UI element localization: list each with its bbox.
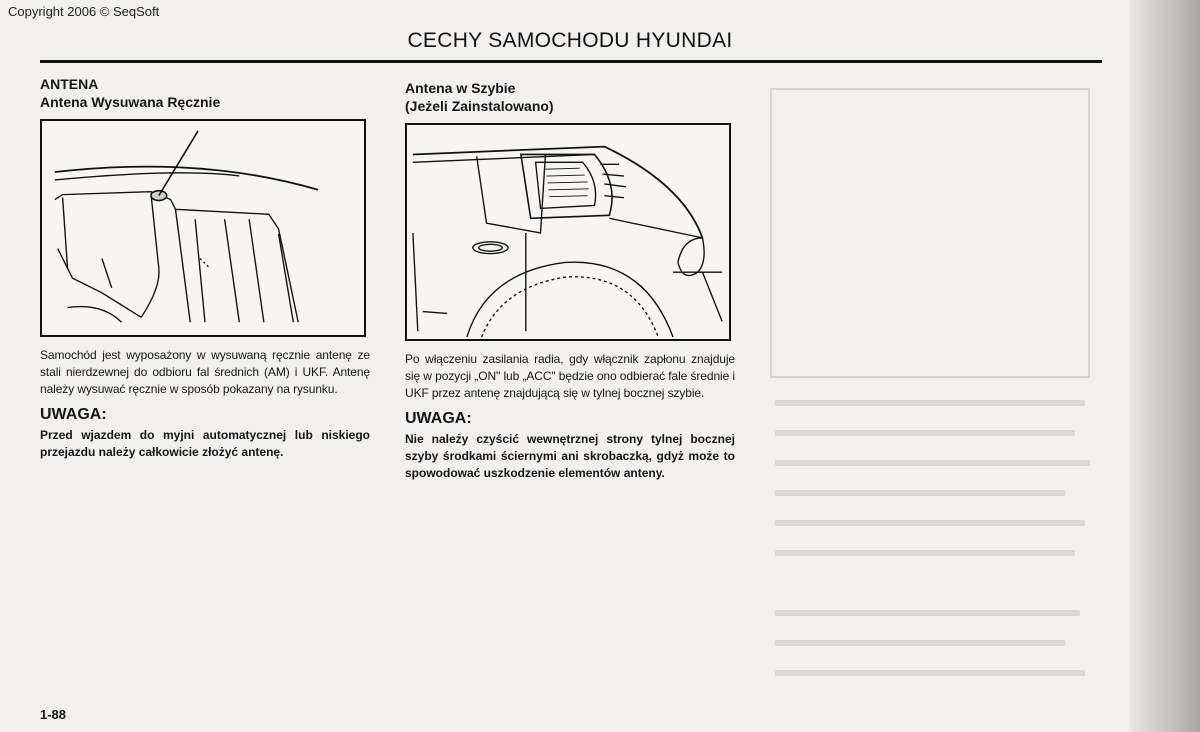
- left-column: [40, 75, 370, 461]
- section-subtitle: Antena Wysuwana Ręcznie: [40, 94, 221, 110]
- bleed-through-line: [775, 610, 1080, 616]
- warning-text: Przed wjazdem do myjni automatycznej lub niskiego przejazdu należy całkowicie złożyć antenę.: [40, 428, 370, 459]
- bleed-through-background: [755, 70, 1140, 710]
- right-column: [405, 79, 735, 482]
- manual-antenna-illustration: [42, 121, 364, 335]
- section-subtitle: (Jeżeli Zainstalowano): [405, 98, 554, 114]
- manual-antenna-figure: [40, 119, 366, 337]
- section-title: Antena w Szybie: [405, 80, 516, 96]
- warning-heading: UWAGA:: [40, 406, 107, 423]
- warning-heading: UWAGA:: [405, 410, 472, 427]
- bleed-through-line: [775, 640, 1065, 646]
- bleed-through-line: [775, 400, 1085, 406]
- bleed-through-line: [775, 460, 1090, 466]
- glass-antenna-figure: [405, 123, 731, 341]
- warning-text: Nie należy czyścić wewnętrznej strony tylnej bocznej szyby środkami ściernymi ani skrobaczką, gdyż może to spowodować uszkodzenie elementów anteny.: [405, 432, 735, 480]
- bleed-through-line: [775, 490, 1065, 496]
- bleed-through-line: [775, 550, 1075, 556]
- bleed-through-line: [775, 520, 1085, 526]
- bleed-through-line: [775, 430, 1075, 436]
- section-title: ANTENA: [40, 76, 99, 92]
- bleed-through-line: [775, 670, 1085, 676]
- copyright-notice: Copyright 2006 © SeqSoft: [8, 4, 160, 19]
- bleed-through-figure: [770, 88, 1090, 378]
- page-edge-shadow: [1130, 0, 1200, 732]
- page-title: CECHY SAMOCHODU HYUNDAI: [407, 29, 733, 52]
- header-rule: [40, 60, 1102, 63]
- glass-antenna-illustration: [407, 125, 729, 339]
- manual-antenna-description: Samochód jest wyposażony w wysuwaną ręcznie antenę ze stali nierdzewnej do odbioru fal średnich (AM) i UKF. Antenę należy wysuwać ręcznie w sposób pokazany na rysunku.: [40, 348, 370, 396]
- page-number: 1-88: [40, 707, 67, 722]
- glass-antenna-description: Po włączeniu zasilania radia, gdy włącznik zapłonu znajduje się w pozycji „ON" lub „ACC" będzie ono odbierać fale średnie i UKF przez antenę znajdującą się w tylnej bocznej szybie.: [405, 352, 735, 400]
